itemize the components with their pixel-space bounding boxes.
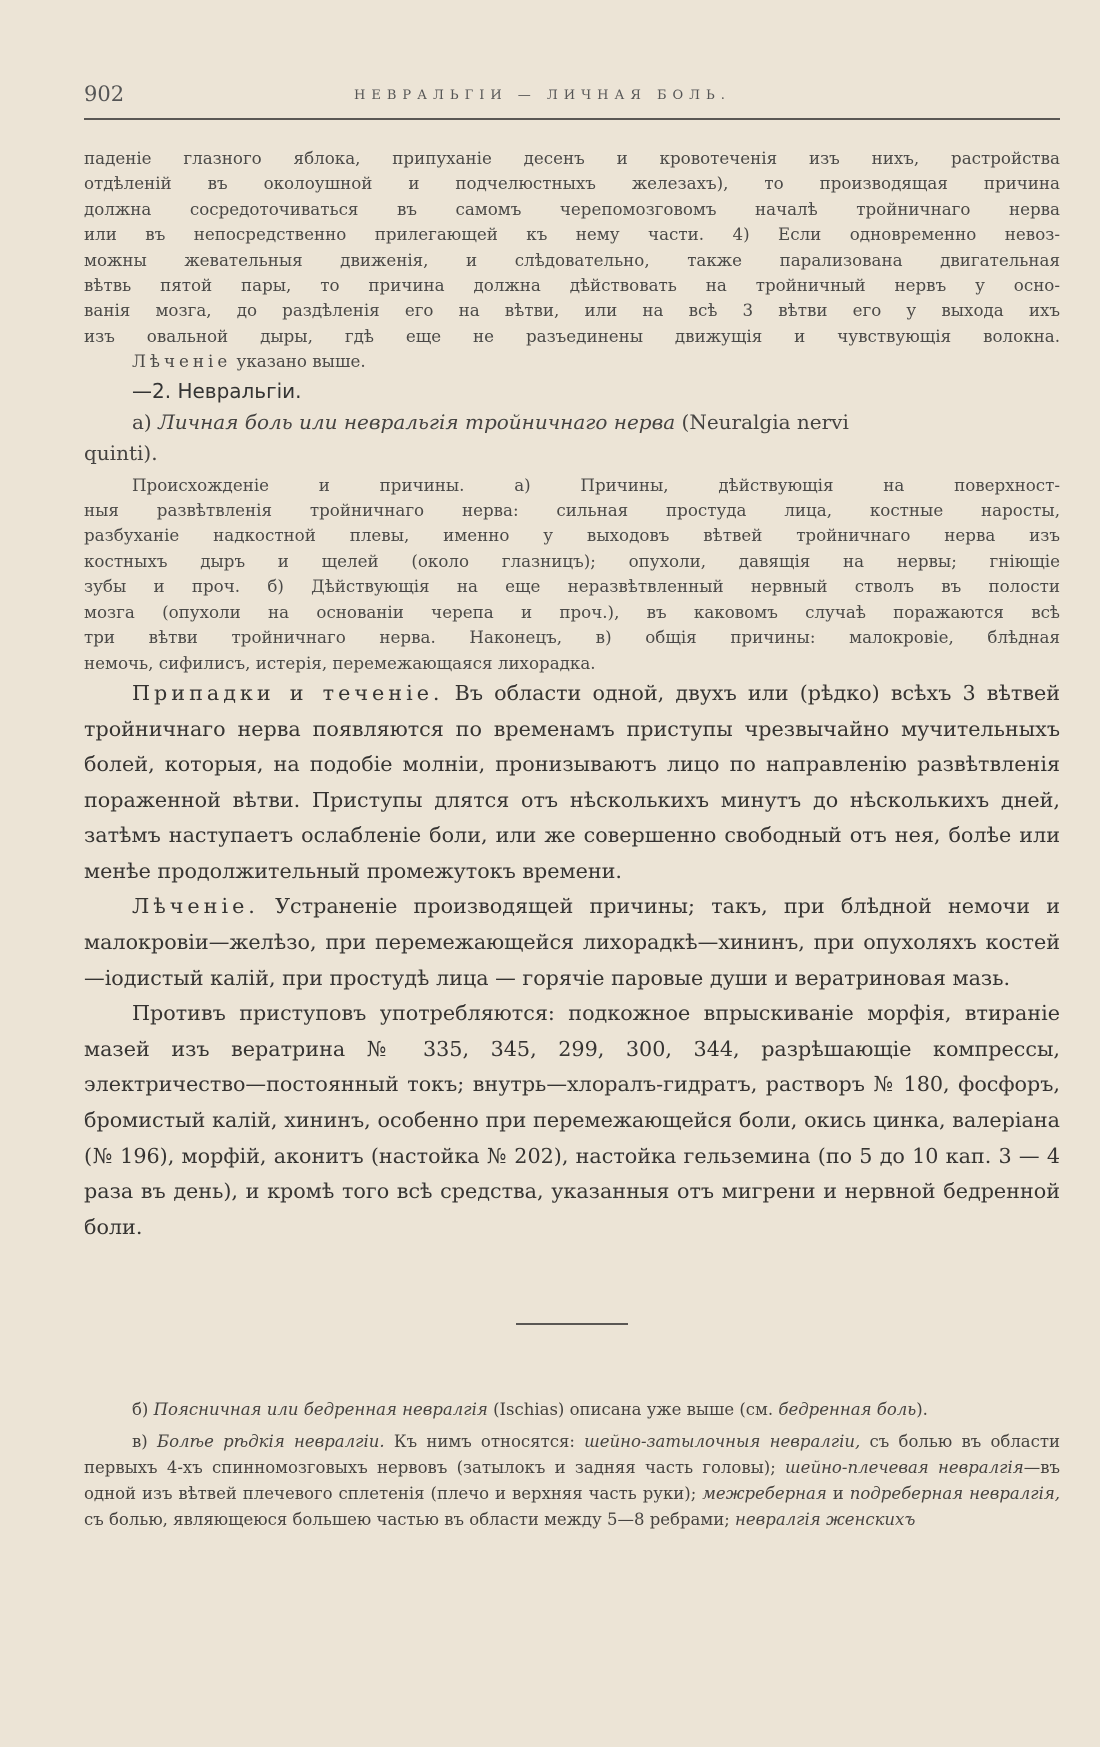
footnote-v-i1: шейно-затылочныя невралгіи, [584,1432,861,1452]
text-line: вѣтвь пятой пары, то причина должна дѣйствовать на тройничный нервъ у осно- [84,275,1060,296]
footnote-b-prefix: б) [132,1400,149,1420]
symptoms-paragraph [84,676,1060,890]
text-line: ныя развѣтвленія тройничнаго нерва: сильная простуда лица, костные наросты, [84,500,1060,521]
footnote-v-i5: невралгія женскихъ [735,1510,916,1530]
symptoms-text: Въ области одной, двухъ или (рѣдко) всѣхъ 3 вѣтвей тройничнаго нерва появляются по временамъ приступы чрезвычайно мучительныхъ болей, которыя, на подобіе молніи, пронизываютъ лицо по направленію развѣтвленія пораженной вѣтви. Приступы длятся отъ нѣсколькихъ минутъ до нѣсколькихъ дней, затѣмъ наступаетъ ослабленіе боли, или же совершенно свободный отъ нея, болѣе или менѣе продолжительный промежутокъ времени. [84,680,1061,883]
subsection-prefix: a) [132,409,152,434]
text-line: костныхъ дыръ и щелей (около глазницъ); опухоли, давящія на нервы; гніющіе [84,550,1060,571]
footnote-v [84,1429,1060,1533]
symptoms-label: Припадки и теченіе. [132,680,444,705]
footnote-b-text: (Ischias) описана уже выше (см. [493,1400,774,1420]
footnote-b [84,1397,1060,1423]
text-line: или въ непосредственно прилегающей къ нему части. 4) Если одновременно невоз- [84,224,1060,245]
continued-paragraph [84,146,1060,349]
footnote-v-i2: шейно-плечевая невралгія [785,1458,1024,1478]
text-line: разбуханіе надкостной плевы, именно у выходовъ вѣтвей тройничнаго нерва изъ [84,525,1060,546]
subsection-latin-name: (Neuralgia nervi [681,409,849,434]
treatment-ref-label: Лѣченіе [132,351,232,372]
text-line: отдѣленій въ околоушной и подчелюстныхъ железахъ), то производящая причина [84,173,1060,194]
text-line: мозга (опухоли на основаніи черепа и проч.), въ каковомъ случаѣ поражаются всѣ [84,601,1060,622]
footnote-v-i3: межреберная [702,1484,827,1504]
footnote-v-prefix: в) [132,1432,148,1452]
footnote-v-t2: съ болью въ области первыхъ 4-хъ спинномозговыхъ нервовъ (затылокъ и задняя часть головы); [84,1432,1061,1478]
footnote-b-title: Поясничная или бедренная невралгія [153,1400,488,1420]
section-divider [516,1323,628,1325]
treatment-paragraph [84,889,1060,996]
text-line: должна сосредоточиваться въ самомъ черепомозговомъ началѣ тройничнаго нерва [84,198,1060,219]
section-heading: —2. Невральгіи. [132,378,302,403]
attacks-paragraph: Противъ приступовъ употребляются: подкожное впрыскиваніе морфія, втираніе мазей изъ вератрина № 335, 345, 299, 300, 344, разрѣшающіе компрессы, электричество—постоянный токъ; внутрь—хлоралъ-гидратъ, растворъ № 180, фосфоръ, бромистый калій, хининъ, особенно при перемежающейся боли, окись цинка, валеріана (№ 196), морфій, аконитъ (настойка № 202), настойка гельземина (по 5 до 10 кап. 3 — 4 раза въ день), и кромѣ того всѣ средства, указанныя отъ мигрени и нервной бедренной боли. [84,1001,1060,1239]
book-page [84,76,1060,1533]
footnote-v-i4: подреберная невралгія, [849,1484,1061,1504]
footnote-v-title: Болѣе рѣдкія невралгіи. [156,1432,385,1452]
text-line: изъ овальной дыры, гдѣ еще не разъединены движущія и чувствующія волокна. [84,325,1060,346]
subsection-latin-cont: quinti). [84,440,158,465]
page-header [84,76,1060,120]
text-line: ванія мозга, до раздѣленія его на вѣтви, или на всѣ 3 вѣтви его у выхода ихъ [84,300,1060,321]
footnote-v-t3: —въ одной изъ вѣтвей плечевого сплетенія (плечо и верхняя часть руки); [84,1458,1060,1504]
treatment-reference [84,349,1060,374]
treatment-ref-text: указано выше. [236,351,366,372]
footnote-b-end: ). [916,1400,928,1420]
text-line: Происхожденіе и причины. а) Причины, дѣйствующія на поверхност- [132,474,1060,495]
subsection-italic-title: Личная боль или невральгія тройничнаго нерва [158,409,676,434]
page-number: 902 [84,82,125,106]
treatment-label: Лѣченіе. [132,894,259,919]
footnote-b-ref: бедренная боль [778,1400,917,1420]
origin-paragraph [84,473,1060,676]
text-line: паденіе глазного яблока, припуханіе десенъ и кровотеченія изъ нихъ, растройства [84,148,1060,168]
text-line: зубы и проч. б) Дѣйствующія на еще неразвѣтвленный нервный стволъ въ полости [84,576,1060,597]
text-line: немочь, сифилисъ, истерія, перемежающаяся лихорадка. [84,652,596,673]
footnote-v-t1: Къ нимъ относятся: [393,1432,575,1452]
footnote-v-t4: и [832,1484,844,1504]
treatment-text: Устраненіе производящей причины; такъ, при блѣдной немочи и малокровіи—желѣзо, при перемежающейся лихорадкѣ—хининъ, при опухоляхъ костей—іодистый калій, при простудѣ лица — горячіе паровые души и вератриновая мазь. [84,894,1060,990]
text-line: можны жевательныя движенія, и слѣдовательно, также парализована двигательная [84,249,1060,270]
footnote-v-t5: съ болью, являющеюся большею частью въ области между 5—8 ребрами; [84,1510,730,1530]
running-title: НЕВРАЛЬГІИ — ЛИЧНАЯ БОЛЬ. [354,88,731,103]
subsection-title [84,407,1060,438]
text-line: три вѣтви тройничнаго нерва. Наконецъ, в) общія причины: малокровіе, блѣдная [84,627,1060,648]
